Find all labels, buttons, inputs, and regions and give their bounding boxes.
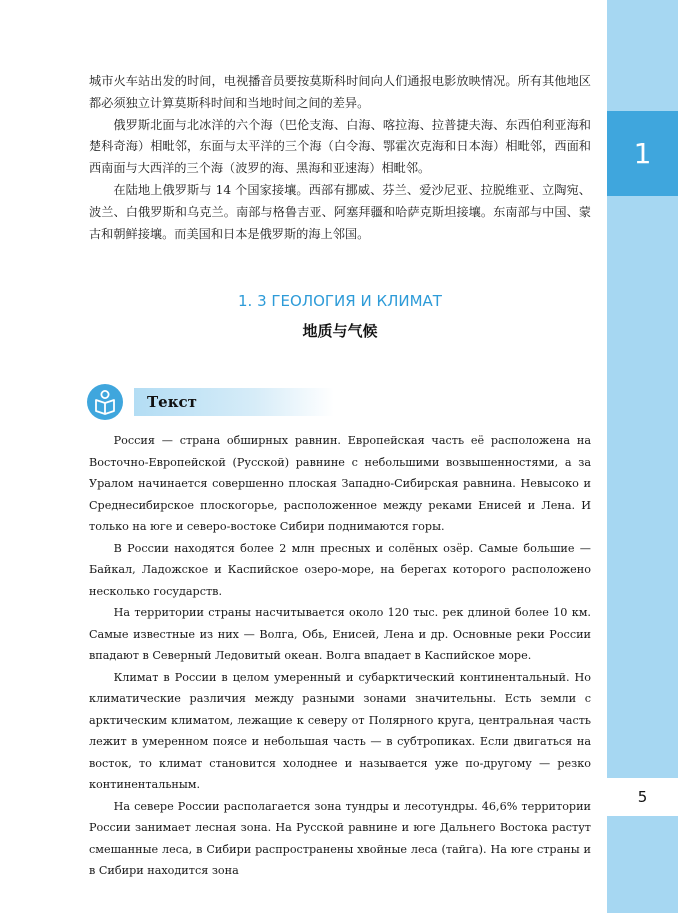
chinese-paragraph-1: 城市火车站出发的时间，电视播音员要按莫斯科时间向人们通报电影放映情况。所有其他地区都必须独立计算莫斯科时间和当地时间之间的差异。 bbox=[89, 74, 591, 110]
russian-paragraph-3: На территории страны насчитывается около 120 тыс. рек длиной более 10 км. Самые известные из них — Волга, Обь, Енисей, Лена и др. Основные реки России впадают в Северный Ледовитый океан. Волга впадает в Каспийское море. bbox=[89, 606, 591, 662]
section-heading: 1. 3 ГЕОЛОГИЯ И КЛИМАТ bbox=[238, 292, 442, 310]
reading-person-icon bbox=[87, 384, 123, 420]
text-banner-label: Текст bbox=[147, 393, 197, 411]
chinese-paragraph-3: 在陆地上俄罗斯与 14 个国家接壤。西部有挪威、芬兰、爱沙尼亚、拉脱维亚、立陶宛、波兰、白俄罗斯和乌克兰。南部与格鲁吉亚、阿塞拜疆和哈萨克斯坦接壤。东南部与中国、蒙古和朝鲜接壤。而美国和日本是俄罗斯的海上邻国。 bbox=[89, 182, 591, 241]
page-number: 5 bbox=[607, 778, 678, 816]
chapter-tab: 1 bbox=[607, 111, 678, 196]
chinese-text-block bbox=[89, 71, 591, 245]
russian-paragraph-4: Климат в России в целом умеренный и субарктический континентальный. Но климатические различия между разными зонами значительны. Есть земли с арктическим климатом, лежащие к северу от Полярного круга, центральная часть лежит в умеренном поясе и небольшая часть — в субтропиках. Если двигаться на восток, то климат становится холоднее и называется уже по-другому — резко континентальным. bbox=[89, 670, 591, 791]
russian-text-block bbox=[89, 430, 591, 882]
russian-paragraph-5: На севере России располагается зона тундры и лесотундры. 46,6% территории России занимает лесная зона. На Русской равнине и юге Дальнего Востока растут смешанные леса, в Сибири распространены хвойные леса (тайга). На юге страны и в Сибири находится зона bbox=[89, 799, 591, 877]
section-subheading: 地质与气候 bbox=[302, 322, 378, 340]
russian-paragraph-1: Россия — страна обширных равнин. Европейская часть её расположена на Восточно-Европейской (Русской) равнине с небольшими возвышенностями, а за Уралом начинается совершенно плоская Западно-Сибирская равнина. Невысоко и Среднесибирское плоскогорье, расположенное между реками Енисей и Лена. И только на юге и северо-востоке Сибири поднимаются горы. bbox=[89, 434, 591, 533]
russian-paragraph-2: В России находятся более 2 млн пресных и солёных озёр. Самые большие — Байкал, Ладожское и Каспийское озеро-море, на берегах которого расположено несколько государств. bbox=[89, 541, 591, 598]
chinese-paragraph-2: 俄罗斯北面与北冰洋的六个海（巴伦支海、白海、喀拉海、拉普捷夫海、东西伯利亚海和楚科奇海）相毗邻，东面与太平洋的三个海（白令海、鄂霍次克海和日本海）相毗邻，西面和西南面与大西洋的三个海（波罗的海、黑海和亚速海）相毗邻。 bbox=[89, 117, 591, 176]
